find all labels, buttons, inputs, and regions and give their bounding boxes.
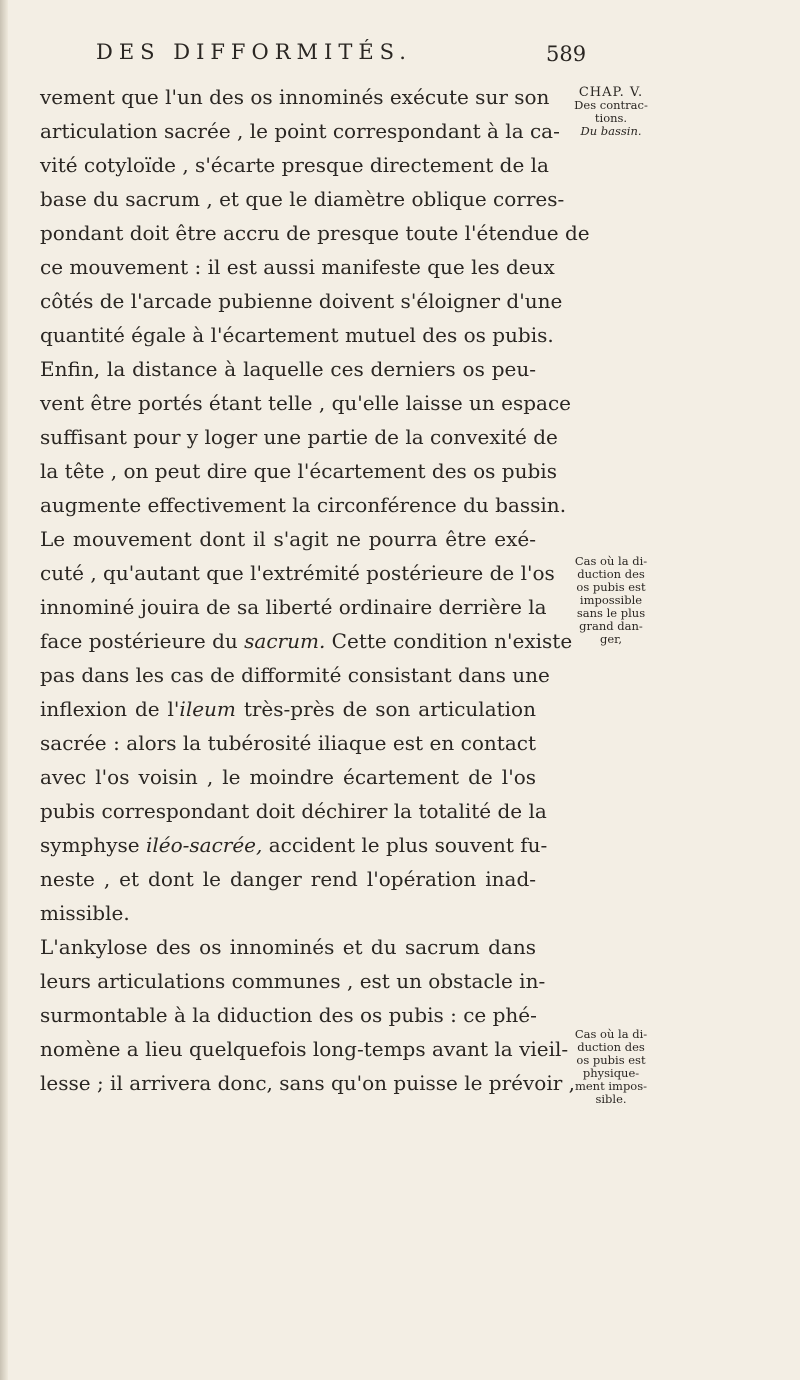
marginal-note-contractions (551, 86, 671, 138)
text-line: L'ankylose des os innominés et du sacrum dans (40, 935, 536, 959)
page-header (40, 40, 700, 76)
marginal-note-line: sans le plus (576, 606, 646, 620)
text-line: vement que l'un des os innominés exécute sur son (40, 85, 550, 109)
marginal-note-line: ment impos- (574, 1079, 648, 1093)
page-number: 589 (546, 42, 587, 66)
text-line: innominé jouira de sa liberté ordinaire derrière la (40, 595, 547, 619)
marginal-note-line: os pubis est (576, 580, 646, 594)
marginal-note-line: Cas où la di- (574, 554, 648, 568)
text-line: articulation sacrée , le point correspondant à la ca- (40, 119, 560, 143)
marginal-note-line: ger, (599, 632, 623, 646)
main-text (40, 80, 590, 1100)
text-line: avec l'os voisin , le moindre écartement de l'os (40, 765, 536, 789)
text-line: ce mouvement : il est aussi manifeste que les deux (40, 255, 555, 279)
text-line: suffisant pour y loger une partie de la convexité de (40, 425, 558, 449)
text-line: sacrée : alors la tubérosité iliaque est en contact (40, 731, 536, 755)
text-line: augmente effectivement la circonférence du bassin. (40, 493, 567, 517)
text-line: quantité égale à l'écartement mutuel des os pubis. (40, 323, 554, 347)
text-line: cuté , qu'autant que l'extrémité postérieure de l'os (40, 561, 555, 585)
text-line: pas dans les cas de difformité consistant dans une (40, 663, 550, 687)
marginal-note-line: Du bassin. (580, 124, 642, 138)
text-line: lesse ; il arrivera donc, sans qu'on puisse le prévoir , (40, 1071, 576, 1095)
text-line: côtés de l'arcade pubienne doivent s'éloigner d'une (40, 289, 563, 313)
text-line: symphyse iléo-sacrée, accident le plus souvent fu- (40, 833, 548, 857)
text-line: pondant doit être accru de presque toute l'étendue de (40, 221, 590, 245)
text-line: la tête , on peut dire que l'écartement des os pubis (40, 459, 557, 483)
marginal-note-line: Des contrac- (574, 98, 648, 112)
text-line: vent être portés étant telle , qu'elle laisse un espace (40, 391, 572, 415)
chapter-label: CHAP. V. (578, 85, 644, 100)
marginal-note-dangerous-diduction (551, 555, 671, 646)
marginal-note-line: tions. (594, 111, 628, 125)
text-line: Le mouvement dont il s'agit ne pourra être exé- (40, 527, 536, 551)
text-line: vité cotyloïde , s'écarte presque directement de la (40, 153, 549, 177)
text-line: surmontable à la diduction des os pubis : ce phé- (40, 1003, 537, 1027)
text-line: missible. (40, 901, 130, 925)
text-line: pubis correspondant doit déchirer la totalité de la (40, 799, 547, 823)
marginal-note-line: duction des (577, 567, 645, 581)
text-line: nomène a lieu quelquefois long-temps avant la vieil- (40, 1037, 569, 1061)
marginal-note-line: duction des (577, 1040, 645, 1054)
marginal-note-impossible-diduction (551, 1028, 671, 1106)
text-line: Enfin, la distance à laquelle ces derniers os peu- (40, 357, 536, 381)
marginal-note-line: os pubis est (576, 1053, 646, 1067)
text-line: inflexion de l'ileum très-près de son articulation (40, 697, 536, 721)
running-head: DES DIFFORMITÉS. (96, 40, 412, 64)
marginal-note-line: Cas où la di- (574, 1027, 648, 1041)
text-line: neste , et dont le danger rend l'opération inad- (40, 867, 536, 891)
marginal-note-line: impossible (579, 593, 643, 607)
text-line: leurs articulations communes , est un obstacle in- (40, 969, 546, 993)
marginal-note-line: sible. (595, 1092, 627, 1106)
marginal-note-line: grand dan- (579, 619, 643, 633)
text-line: face postérieure du sacrum. Cette condition n'existe (40, 629, 573, 653)
marginal-note-line: physique- (582, 1066, 640, 1080)
text-line: base du sacrum , et que le diamètre oblique corres- (40, 187, 565, 211)
